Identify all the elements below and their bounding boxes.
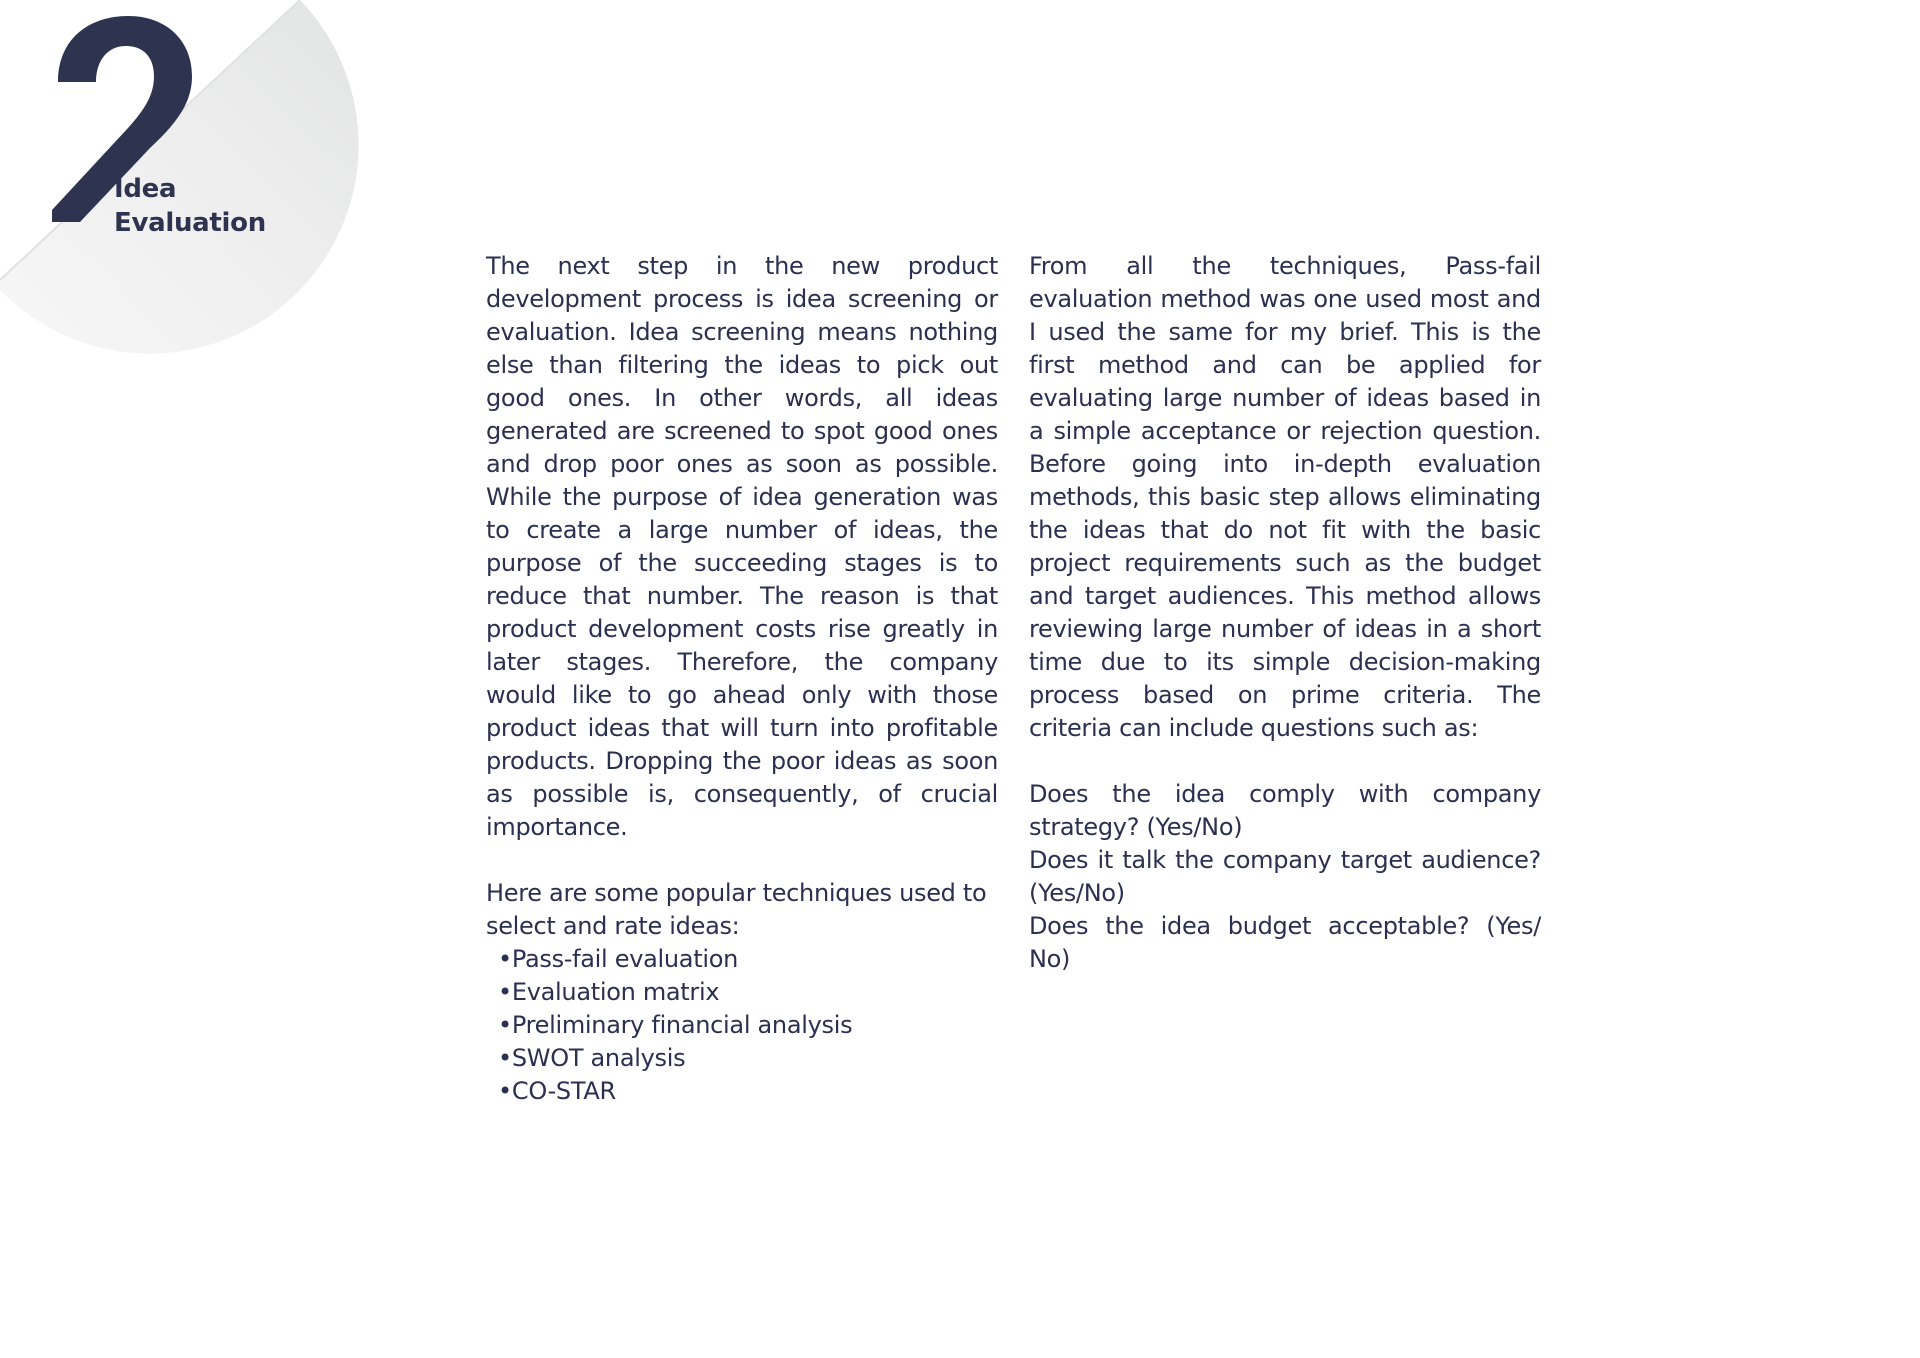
pass-fail-paragraph: From all the techniques, Pass-fail evaluation method was one used most and I used the same for my brief. This is the first method and can be applied for evaluating large number of ideas based in a simple acceptance or rejection question. Before going into in-depth evaluation methods, this basic step allows eliminating the ideas that do not fit with the basic project requirements such as the budget and target audiences. This method allows reviewing large number of ideas in a short time due to its simple decision-making process based on prime criteria. The criteria can include questions such as: <box>1029 252 1541 742</box>
section-title <box>114 172 266 240</box>
criteria-question: Does the idea comply with company strategy? (Yes/No) <box>1029 780 1541 841</box>
list-item: • CO-STAR <box>486 1075 998 1108</box>
right-text-column <box>1029 250 1541 976</box>
techniques-list <box>486 943 998 1108</box>
section-title-line-1: Idea <box>114 174 177 204</box>
section-title-line-2: Evaluation <box>114 208 266 238</box>
criteria-question: Does the idea budget acceptable? (Yes/ No) <box>1029 912 1541 973</box>
intro-paragraph: The next step in the new product development process is idea screening or evaluation. Idea screening means nothing else than filtering the ideas to pick out good ones. In other words, all ideas generated are screened to spot good ones and drop poor ones as soon as possible. While the purpose of idea generation was to create a large number of ideas, the purpose of the succeeding stages is to reduce that number. The reason is that product development costs rise greatly in later stages. Therefore, the company would like to go ahead only with those product ideas that will turn into profitable products. Dropping the poor ideas as soon as possible is, consequently, of crucial importance. <box>486 252 998 841</box>
left-text-column <box>486 250 998 1108</box>
techniques-intro-paragraph: Here are some popular techniques used to select and rate ideas: <box>486 879 987 940</box>
list-item: • SWOT analysis <box>486 1042 998 1075</box>
list-item: • Preliminary financial analysis <box>486 1009 998 1042</box>
list-item: • Evaluation matrix <box>486 976 998 1009</box>
list-item: • Pass-fail evaluation <box>486 943 998 976</box>
criteria-question: Does it talk the company target audience? (Yes/No) <box>1029 846 1541 907</box>
